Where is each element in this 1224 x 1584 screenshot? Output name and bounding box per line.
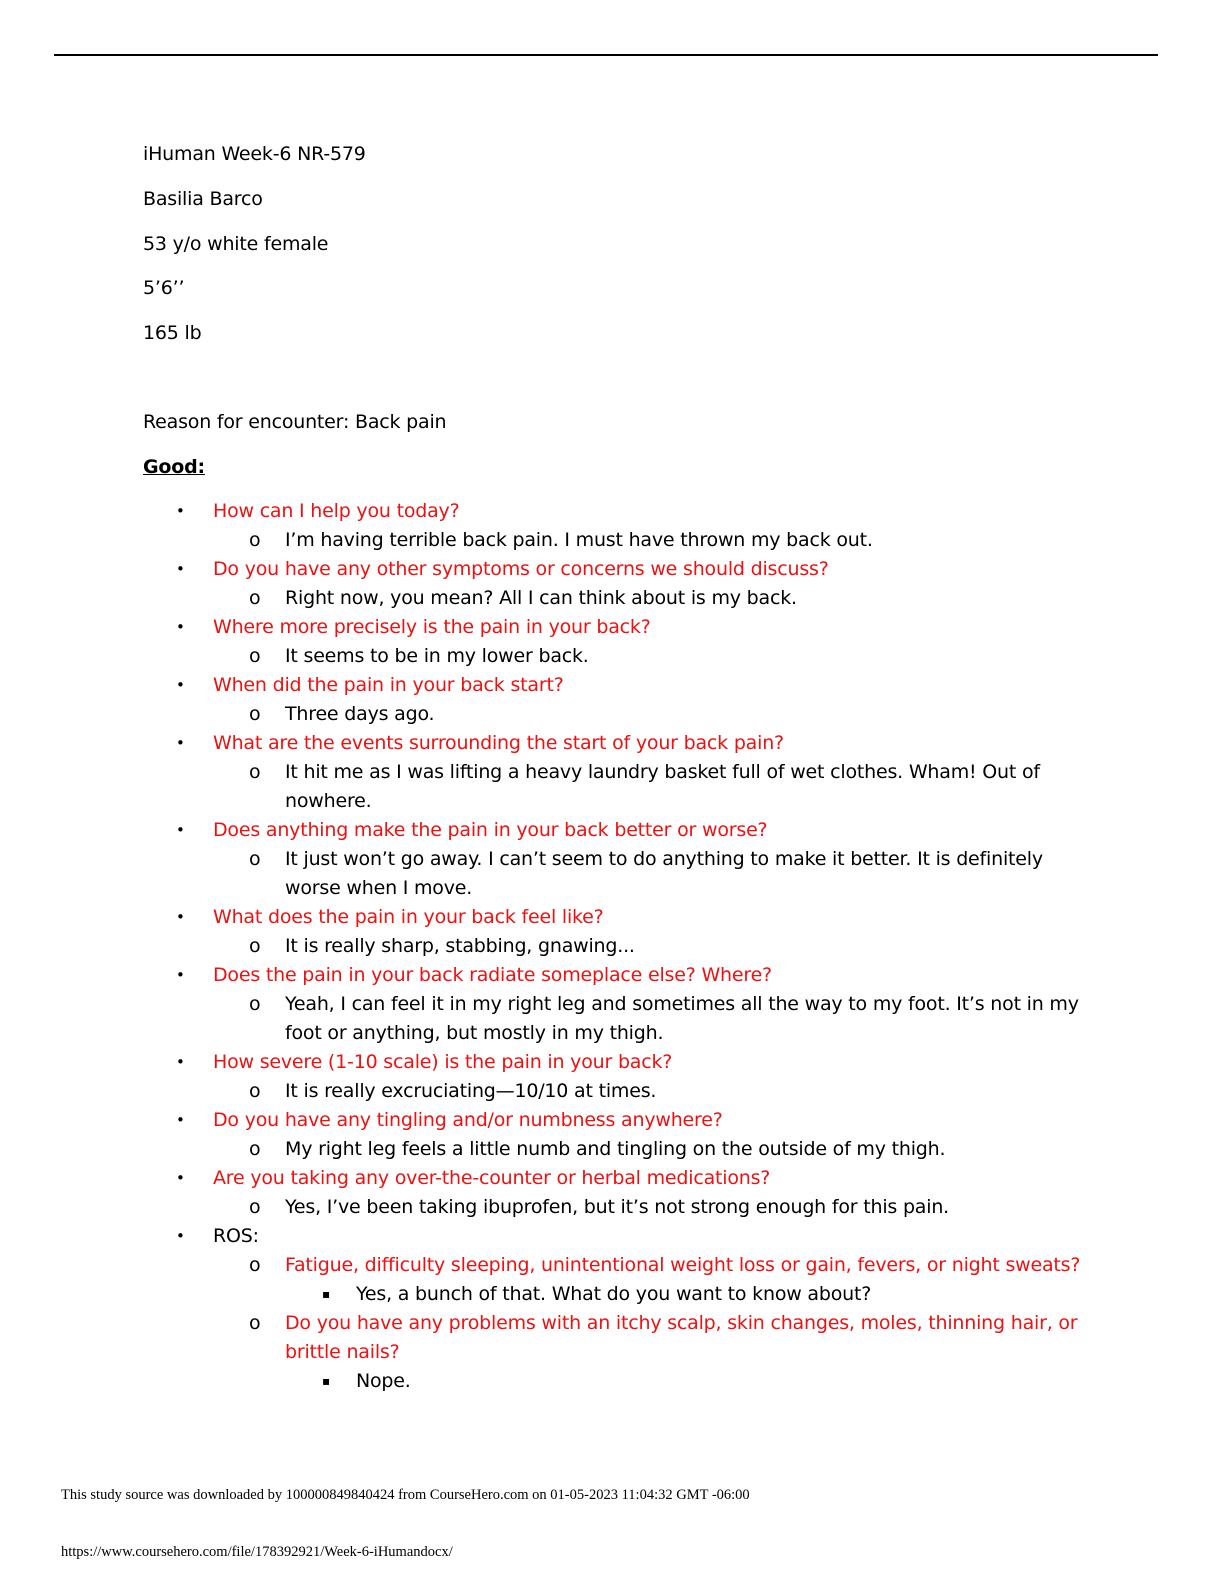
answer-3: It seems to be in my lower back. — [285, 645, 589, 667]
question-10: Do you have any tingling and/or numbness anywhere? — [213, 1109, 723, 1131]
sub-bullet: o — [249, 645, 261, 667]
sub-bullet: o — [249, 1080, 261, 1102]
download-note: This study source was downloaded by 100000849840424 from CourseHero.com on 01-05-2023 11:04:32 GMT -06:00 — [61, 1487, 750, 1503]
answer-9: It is really excruciating—10/10 at times. — [285, 1080, 657, 1102]
answer-5: It hit me as I was lifting a heavy laundry basket full of wet clothes. Wham! Out of nowhere. — [285, 761, 1040, 812]
bullet-dot: • — [176, 502, 185, 520]
question-9: How severe (1-10 scale) is the pain in your back? — [213, 1051, 673, 1073]
answer-7: It is really sharp, stabbing, gnawing... — [285, 935, 635, 957]
answer-11: Yes, I’ve been taking ibuprofen, but it’s not strong enough for this pain. — [285, 1196, 950, 1218]
bullet-dot: • — [176, 560, 185, 578]
good-heading: Good: — [143, 456, 205, 478]
document-title: iHuman Week-6 NR-579 — [143, 143, 366, 165]
bullet-dot: • — [176, 1227, 185, 1245]
question-7: What does the pain in your back feel like? — [213, 906, 604, 928]
ros-label: ROS: — [213, 1225, 259, 1247]
bullet-dot: • — [176, 908, 185, 926]
answer-10: My right leg feels a little numb and tingling on the outside of my thigh. — [285, 1138, 946, 1160]
question-2: Do you have any other symptoms or concerns we should discuss? — [213, 558, 829, 580]
question-11: Are you taking any over-the-counter or herbal medications? — [213, 1167, 771, 1189]
sub-bullet: o — [249, 761, 261, 783]
question-4: When did the pain in your back start? — [213, 674, 564, 696]
patient-weight: 165 lb — [143, 322, 202, 344]
square-bullet: ▪ — [322, 1374, 330, 1388]
top-rule — [54, 54, 1158, 56]
sub-bullet: o — [249, 1138, 261, 1160]
question-8: Does the pain in your back radiate someplace else? Where? — [213, 964, 772, 986]
bullet-dot: • — [176, 821, 185, 839]
sub-bullet: o — [249, 703, 261, 725]
answer-8: Yeah, I can feel it in my right leg and sometimes all the way to my foot. It’s not in my foot or anything, but mostly in my thigh. — [285, 993, 1079, 1044]
sub-bullet: o — [249, 1254, 261, 1276]
patient-name: Basilia Barco — [143, 188, 263, 210]
question-6: Does anything make the pain in your back better or worse? — [213, 819, 768, 841]
answer-6: It just won’t go away. I can’t seem to do anything to make it better. It is definitely worse when I move. — [285, 848, 1043, 899]
encounter-reason: Reason for encounter: Back pain — [143, 411, 447, 433]
answer-4: Three days ago. — [285, 703, 435, 725]
sub-bullet: o — [249, 935, 261, 957]
question-1: How can I help you today? — [213, 500, 460, 522]
bullet-dot: • — [176, 734, 185, 752]
bullet-dot: • — [176, 676, 185, 694]
question-5: What are the events surrounding the start of your back pain? — [213, 732, 784, 754]
bullet-dot: • — [176, 966, 185, 984]
bullet-dot: • — [176, 1169, 185, 1187]
question-3: Where more precisely is the pain in your back? — [213, 616, 651, 638]
ros-question-1: Fatigue, difficulty sleeping, unintentional weight loss or gain, fevers, or night sweats? — [285, 1254, 1081, 1276]
source-url: https://www.coursehero.com/file/178392921/Week-6-iHumandocx/ — [61, 1544, 453, 1560]
sub-bullet: o — [249, 1312, 261, 1334]
ros-answer-1: Yes, a bunch of that. What do you want to know about? — [356, 1283, 872, 1305]
sub-bullet: o — [249, 848, 261, 870]
square-bullet: ▪ — [322, 1287, 330, 1301]
answer-1: I’m having terrible back pain. I must have thrown my back out. — [285, 529, 873, 551]
ros-answer-2: Nope. — [356, 1370, 411, 1392]
patient-height: 5’6’’ — [143, 277, 185, 299]
bullet-dot: • — [176, 1111, 185, 1129]
bullet-dot: • — [176, 1053, 185, 1071]
sub-bullet: o — [249, 529, 261, 551]
ros-question-2: Do you have any problems with an itchy scalp, skin changes, moles, thinning hair, or brittle nails? — [285, 1312, 1078, 1363]
answer-2: Right now, you mean? All I can think about is my back. — [285, 587, 797, 609]
sub-bullet: o — [249, 993, 261, 1015]
sub-bullet: o — [249, 587, 261, 609]
bullet-dot: • — [176, 618, 185, 636]
sub-bullet: o — [249, 1196, 261, 1218]
patient-age: 53 y/o white female — [143, 233, 329, 255]
